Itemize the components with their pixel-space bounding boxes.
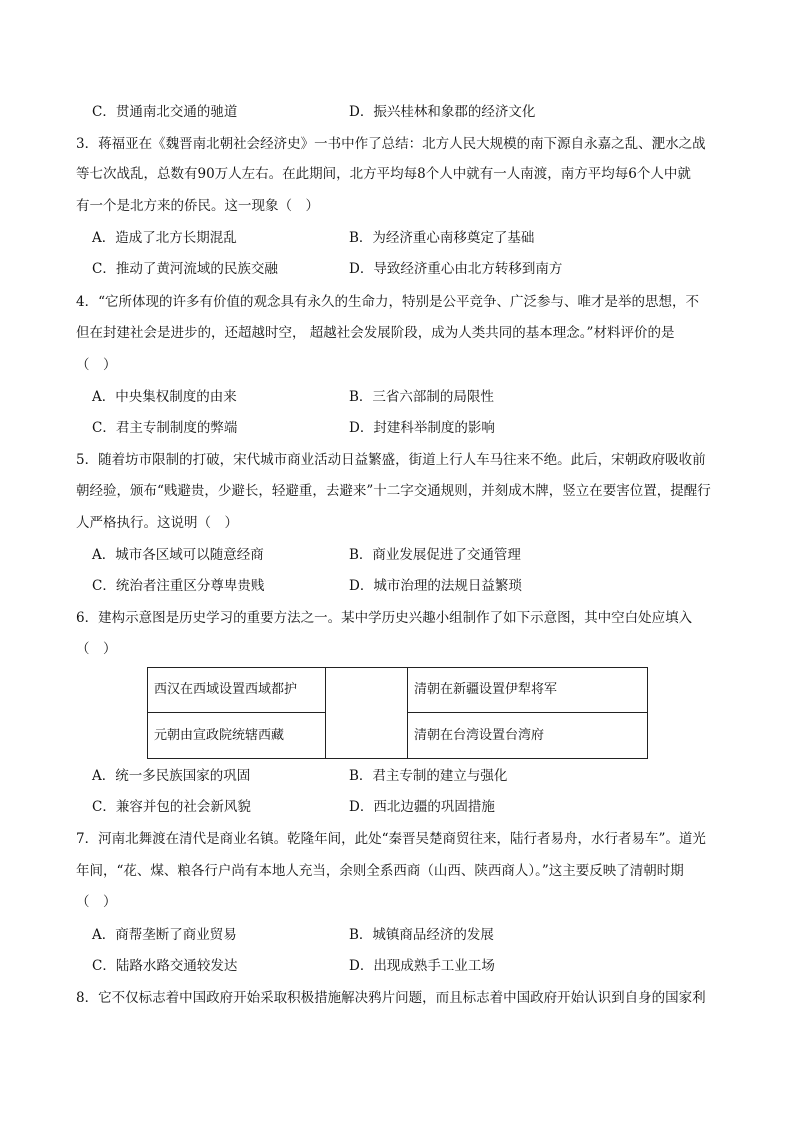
q7-option-c[interactable]: C．陆路水路交通较发达 xyxy=(92,958,238,974)
q6-option-a[interactable]: A．统一多民族国家的巩固 xyxy=(92,768,251,784)
q2-option-d[interactable]: D．振兴桂林和象郡的经济文化 xyxy=(349,104,536,120)
diagram-blank-cell xyxy=(326,668,408,759)
q4-answer-paren: （ ） xyxy=(76,357,117,373)
q3-stem-line-1: 3．蒋福亚在《魏晋南北朝社会经济史》一书中作了总结：北方人民大规模的南下源自永嘉之乱、淝水之战 xyxy=(76,136,706,152)
q5-stem-line-2: 朝经验，颁布“贱避贵，少避长，轻避重，去避来”十二字交通规则，并刻成木牌，竖立在要害位置，提醒行 xyxy=(76,483,711,499)
q4-stem-line-1: 4．“它所体现的许多有价值的观念具有永久的生命力，特别是公平竞争、广泛参与、唯才是举的思想，不 xyxy=(76,294,699,310)
q6-option-c[interactable]: C．兼容并包的社会新风貌 xyxy=(92,799,251,815)
q3-option-a[interactable]: A．造成了北方长期混乱 xyxy=(92,230,237,246)
q6-answer-paren: （ ） xyxy=(76,641,117,657)
q7-option-d[interactable]: D．出现成熟手工业工场 xyxy=(349,958,495,974)
q5-option-a[interactable]: A．城市各区域可以随意经商 xyxy=(92,547,264,563)
q5-option-b[interactable]: B．商业发展促进了交通管理 xyxy=(349,547,521,563)
q4-option-a[interactable]: A．中央集权制度的由来 xyxy=(92,389,237,405)
q7-answer-paren: （ ） xyxy=(76,894,117,910)
diagram-cell-top-right: 清朝在新疆设置伊犁将军 xyxy=(408,668,648,713)
q7-option-b[interactable]: B．城镇商品经济的发展 xyxy=(349,927,494,943)
q3-option-d[interactable]: D．导致经济重心由北方转移到南方 xyxy=(349,261,563,277)
q3-option-b[interactable]: B．为经济重心南移奠定了基础 xyxy=(349,230,535,246)
q6-option-b[interactable]: B．君主专制的建立与强化 xyxy=(349,768,508,784)
diagram-cell-top-left: 西汉在西域设置西域都护 xyxy=(148,668,326,713)
q6-stem-line-1: 6．建构示意图是历史学习的重要方法之一。某中学历史兴趣小组制作了如下示意图，其中空白处应填入 xyxy=(76,610,693,626)
q7-stem-line-2: 年间，“花、煤、粮各行户尚有本地人充当，余则全系西商（山西、陕西商人）。”这主要反映了清朝时期 xyxy=(76,863,684,879)
q3-option-c[interactable]: C．推动了黄河流域的民族交融 xyxy=(92,261,278,277)
q5-option-c[interactable]: C．统治者注重区分尊卑贵贱 xyxy=(92,578,265,594)
q5-stem-line-1: 5．随着坊市限制的打破，宋代城市商业活动日益繁盛，街道上行人车马往来不绝。此后，宋朝政府吸收前 xyxy=(76,452,706,468)
q3-stem-line-2: 等七次战乱，总数有90万人左右。在此期间，北方平均每8个人中就有一人南渡，南方平均每6个人中就 xyxy=(76,166,691,182)
q7-option-a[interactable]: A．商帮垄断了商业贸易 xyxy=(92,927,237,943)
q4-option-d[interactable]: D．封建科举制度的影响 xyxy=(349,420,495,436)
q4-option-b[interactable]: B．三省六部制的局限性 xyxy=(349,389,494,405)
diagram-cell-bottom-right: 清朝在台湾设置台湾府 xyxy=(408,713,648,759)
q5-stem-line-3: 人严格执行。这说明（ ） xyxy=(76,515,238,531)
q6-diagram-table xyxy=(147,667,648,759)
q3-stem-line-3: 有一个是北方来的侨民。这一现象（ ） xyxy=(76,198,319,214)
q7-stem-line-1: 7．河南北舞渡在清代是商业名镇。乾隆年间，此处“秦晋吴楚商贸往来，陆行者易舟，水行者易车”。道光 xyxy=(76,831,706,847)
q4-option-c[interactable]: C．君主专制制度的弊端 xyxy=(92,420,238,436)
q8-stem-line-1: 8．它不仅标志着中国政府开始采取积极措施解决鸦片问题，而且标志着中国政府开始认识到自身的国家利 xyxy=(76,990,706,1006)
q4-stem-line-2: 但在封建社会是进步的，还超越时空， 超越社会发展阶段，成为人类共同的基本理念。”材料评价的是 xyxy=(76,325,675,341)
diagram-cell-bottom-left: 元朝由宣政院统辖西藏 xyxy=(148,713,326,759)
q2-option-c[interactable]: C．贯通南北交通的驰道 xyxy=(92,104,238,120)
q5-option-d[interactable]: D．城市治理的法规日益繁琐 xyxy=(349,578,522,594)
q6-option-d[interactable]: D．西北边疆的巩固措施 xyxy=(349,799,495,815)
